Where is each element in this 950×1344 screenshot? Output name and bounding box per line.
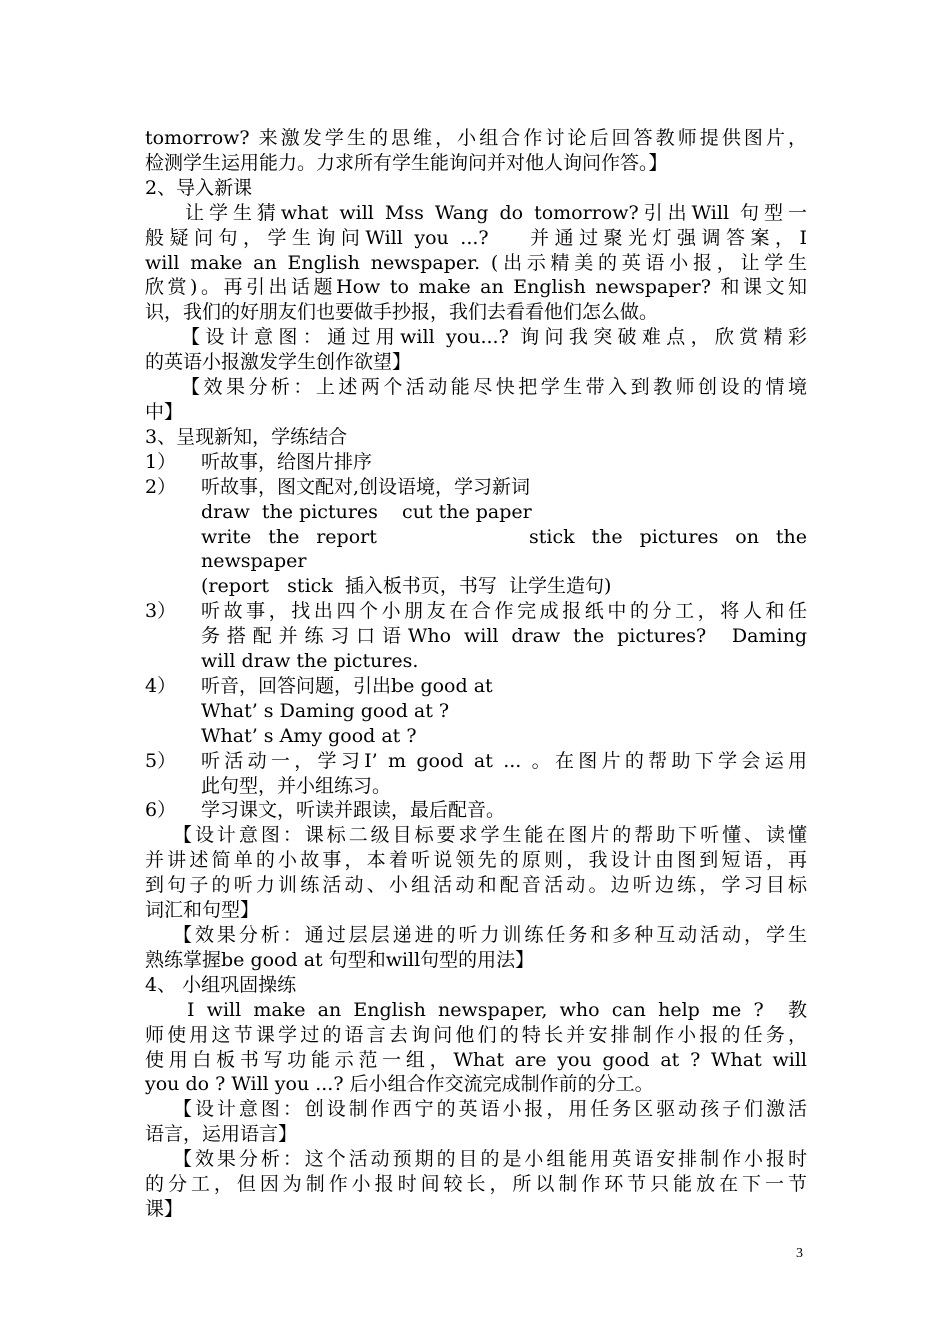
list-number: 4） [145,674,177,697]
text-line: 并讲述简单的小故事，本着听说领先的原则，我设计由图到短语，再 [145,849,807,872]
list-number: 5） [145,749,177,772]
section-heading: 4、 小组巩固操练 [145,973,297,996]
text-line: 般疑问句，学生询问Will you ...? 并通过聚光灯强调答案，I [145,226,807,249]
text-line: 听故事，图文配对,创设语境，学习新词 [201,475,531,498]
list-number: 6） [145,799,177,822]
text-line: will make an English newspaper. (出示精美的英语小报，让学生 [145,251,807,274]
effect-analysis: 【效果分析：上述两个活动能尽快把学生带入到教师创设的情境 [181,376,807,399]
text-line: 检测学生运用能力。力求所有学生能询问并对他人询问作答。】 [145,151,668,174]
list-item [145,798,807,823]
text-line: write the report stick the pictures on the [201,525,807,548]
text-line: 的英语小报激发学生创作欲望】 [145,351,412,374]
section-heading: 3、呈现新知，学练结合 [145,425,348,448]
list-item [145,599,807,674]
effect-analysis: 【效果分析：这个活动预期的目的是小组能用英语安排制作小报时 [173,1148,807,1171]
text-line: 听故事，找出四个小朋友在合作完成报纸中的分工，将人和任 [201,600,807,623]
text-line: What’ s Daming good at ? [201,699,450,722]
text-line: draw the pictures cut the paper [201,500,532,523]
list-number: 2） [145,475,177,498]
text-line: newspaper [201,550,307,573]
text-line: 欣赏)。再引出话题How to make an English newspaper? 和课文知 [145,276,807,299]
text-line: (report stick 插入板书页，书写 让学生造句) [201,575,612,598]
list-item [145,450,807,475]
text-line: What’ s Amy good at ? [201,724,417,747]
text-line: 听活动一，学习I’ m good at ... 。在图片的帮助下学会运用 [201,749,807,772]
text-line: 中】 [145,400,184,423]
text-line: 听故事，给图片排序 [201,450,373,473]
list-item [145,749,807,799]
document-body [145,126,807,1222]
text-line: 让学生猜what will Mss Wang do tomorrow?引出Will 句型一 [185,201,807,224]
text-line: 识，我们的好朋友们也要做手抄报，我们去看看他们怎么做。 [145,301,659,324]
text-line: 使用白板书写功能示范一组，What are you good at ? What will [145,1048,807,1071]
text-line: 到句子的听力训练活动、小组活动和配音活动。边听边练，学习目标 [145,874,807,897]
list-item [145,674,807,749]
text-line: 熟练掌握be good at 句型和will句型的用法】 [145,948,535,971]
text-line: 课】 [145,1197,184,1220]
text-line: 此句型，并小组练习。 [201,774,392,797]
design-intent: 【设计意图：课标二级目标要求学生能在图片的帮助下听懂、读懂 [173,824,807,847]
text-line: 听音，回答问题，引出be good at [201,674,493,697]
design-intent: 【设计意图：创设制作西宁的英语小报，用任务区驱动孩子们激活 [173,1098,807,1121]
text-line: will draw the pictures. [201,650,419,673]
list-item [145,475,807,600]
text-line: 语言，运用语言】 [145,1123,298,1146]
page-number: 3 [796,1246,803,1261]
list-number: 3） [145,600,177,623]
text-line: 词汇和句型】 [145,899,260,922]
text-line: 的分工，但因为制作小报时间较长，所以制作环节只能放在下一节 [145,1173,807,1196]
text-line: tomorrow? 来激发学生的思维，小组合作讨论后回答教师提供图片， [145,127,807,149]
text-line: I will make an English newspaper, who can help me ? 教 [187,998,807,1021]
list-number: 1） [145,450,177,473]
section-heading: 2、导入新课 [145,176,253,199]
text-line: 学习课文，听读并跟读，最后配音。 [201,799,506,822]
text-line: you do ? Will you ...? 后小组合作交流完成制作前的分工。 [145,1073,654,1096]
text-line: 务搭配并练习口语Who will draw the pictures? Daming [201,625,807,648]
effect-analysis: 【效果分析：通过层层递进的听力训练任务和多种互动活动，学生 [173,924,807,946]
text-line: 师使用这节课学过的语言去询问他们的特长并安排制作小报的任务， [145,1023,807,1046]
design-intent: 【设计意图：通过用will you...? 询问我突破难点，欣赏精彩 [181,326,807,349]
